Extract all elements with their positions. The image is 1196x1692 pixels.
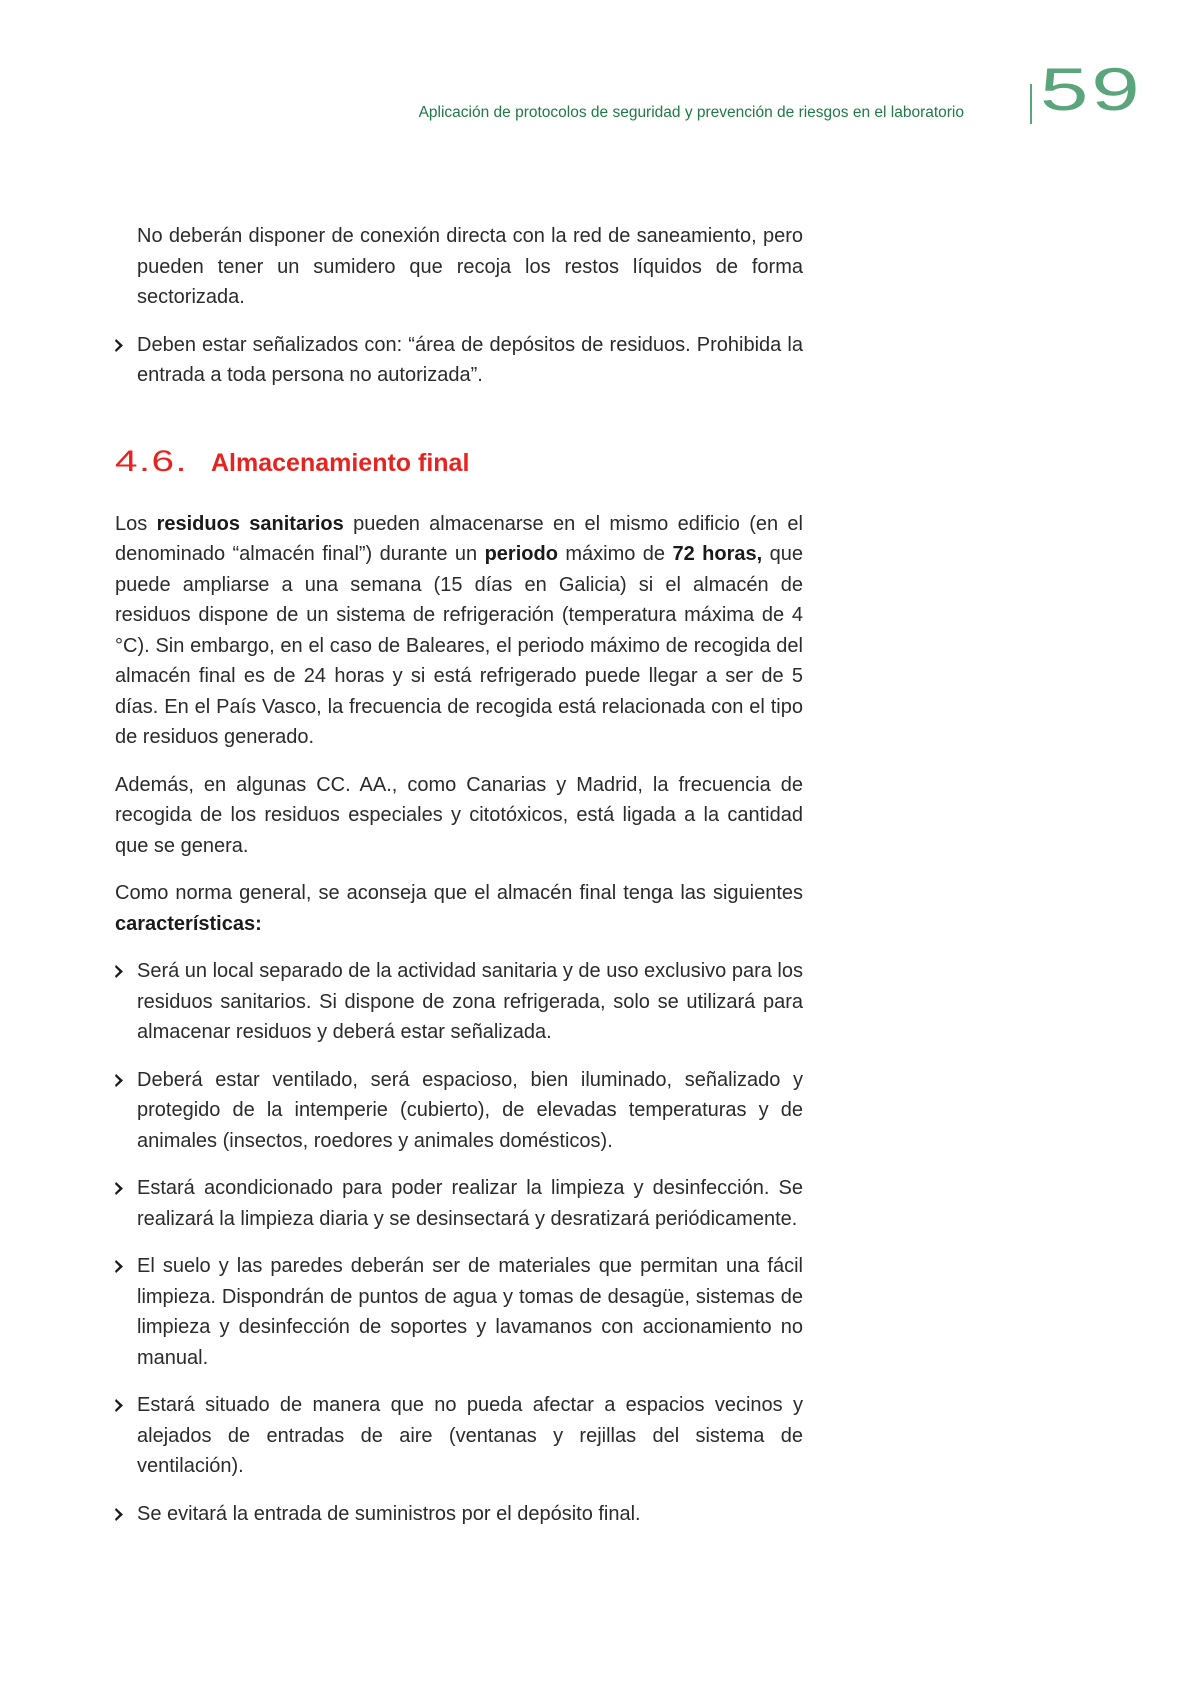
text-run: máximo de (557, 543, 673, 565)
list-item-text: Deberá estar ventilado, será espacioso, bien iluminado, señalizado y protegido de la intemperie (cubierto), de elevadas temperaturas y de animales (insectos, roedores y animales domésticos). (137, 1068, 803, 1152)
list-item (115, 1251, 803, 1373)
list-item (115, 1173, 803, 1234)
section-number: 4.6. (115, 444, 188, 478)
list-item (115, 1390, 803, 1482)
list-item (115, 330, 803, 391)
header-divider (1030, 84, 1032, 124)
text-run: Los (115, 512, 157, 535)
chevron-right-bold-icon (115, 1399, 123, 1412)
list-item-text: Deben estar señalizados con: “área de depósitos de residuos. Prohibida la entrada a toda persona no autorizada”. (137, 333, 803, 386)
chevron-right-bold-icon (115, 1260, 123, 1273)
continued-paragraph: No deberán disponer de conexión directa con la red de saneamiento, pero pueden tener un sumidero que recoja los restos líquidos de forma sectorizada. (137, 225, 803, 308)
paragraph: Además, en algunas CC. AA., como Canarias y Madrid, la frecuencia de recogida de los residuos especiales y citotóxicos, está ligada a la cantidad que se genera. (115, 773, 803, 857)
list-item-text: Será un local separado de la actividad sanitaria y de uso exclusivo para los residuos sanitarios. Si dispone de zona refrigerada, solo se utilizará para almacenar residuos y deberá estar señalizada. (137, 960, 803, 1043)
chevron-right-bold-icon (115, 1508, 123, 1521)
list-item-text: Estará situado de manera que no pueda afectar a espacios vecinos y alejados de entradas de aire (ventanas y rejillas del sistema de ventilación). (137, 1394, 803, 1477)
bold-term: periodo (484, 543, 558, 565)
text-run: pueden almacenarse en el mismo edificio (en el denominado “almacén final”) durante un (115, 512, 803, 565)
chevron-right-bold-icon (115, 1182, 123, 1195)
chevron-right-bold-icon (115, 965, 123, 978)
chevron-right-bold-icon (115, 339, 123, 352)
running-header: Aplicación de protocolos de seguridad y prevención de riesgos en el laboratorio (418, 104, 964, 121)
chevron-right-bold-icon (115, 1074, 123, 1087)
bold-term: residuos sanitarios (156, 512, 344, 535)
paragraph (115, 509, 803, 753)
list-item (115, 956, 803, 1048)
list-item-text: Se evitará la entrada de suministros por el depósito final. (137, 1502, 641, 1525)
page-number: 59 (1040, 56, 1143, 123)
paragraph (115, 878, 803, 939)
list-item (115, 1065, 803, 1157)
list-item-text: Estará acondicionado para poder realizar la limpieza y desinfección. Se realizará la limpieza diaria y se desinsectará y desratizará periódicamente. (137, 1177, 803, 1230)
section-title: Almacenamiento final (211, 448, 470, 477)
list-item (115, 1499, 803, 1530)
bold-term: 72 horas, (672, 543, 763, 565)
page-content (115, 221, 803, 1529)
bold-term: características: (115, 912, 262, 935)
section-heading (115, 445, 803, 479)
list-item-text: El suelo y las paredes deberán ser de materiales que permitan una fácil limpieza. Dispondrán de puntos de agua y tomas de desagüe, sistemas de limpieza y desinfección de soportes y lavamanos con accionamiento no manual. (137, 1255, 803, 1369)
text-run: que puede ampliarse a una semana (15 días en Galicia) si el almacén de residuos dispone de un sistema de refrigeración (temperatura máxima de 4 °C). Sin embargo, en el caso de Baleares, el periodo máximo de recogida del almacén final es de 24 horas y si está refrigerado puede llegar a ser de 5 días. En el País Vasco, la frecuencia de recogida está relacionada con el tipo de residuos generado. (115, 543, 803, 748)
text-run: Como norma general, se aconseja que el almacén final tenga las siguientes (115, 882, 803, 904)
